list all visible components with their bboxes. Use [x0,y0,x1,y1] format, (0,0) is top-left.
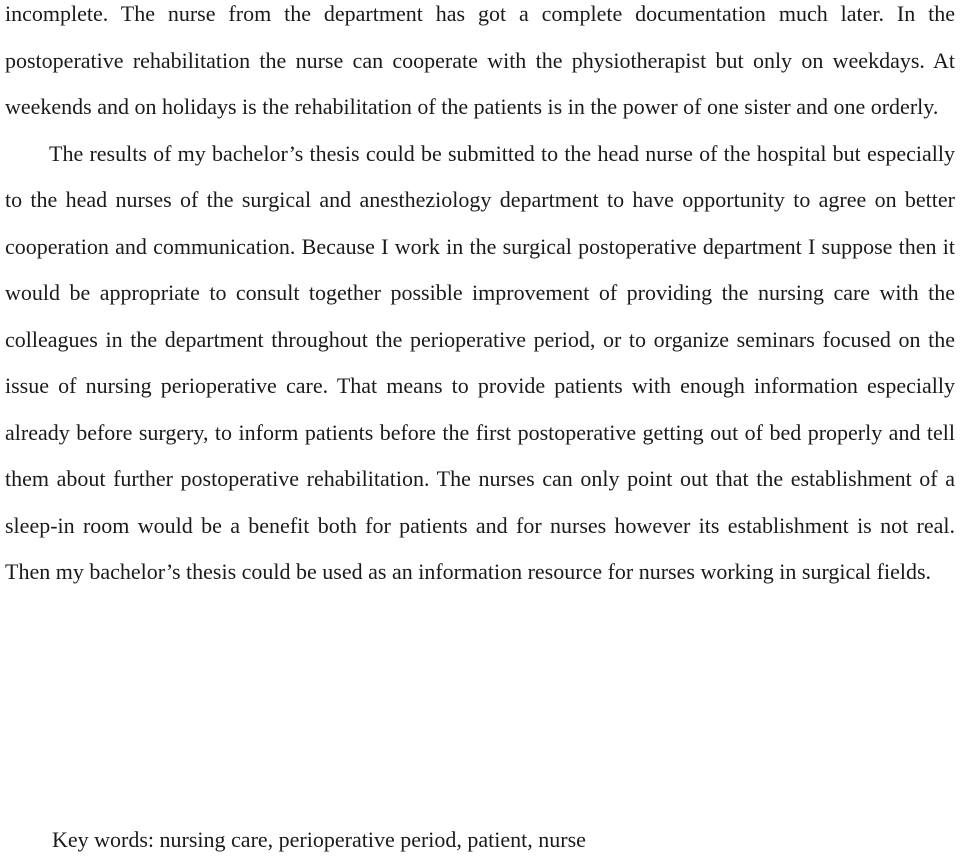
body-text [5,0,955,596]
paragraph-results: The results of my bachelor’s thesis could be submitted to the head nurse of the hospital but especially to the head nurses of the surgical and anestheziology department to have opportunity to agree on better cooperation and communication. Because I work in the surgical postoperative department I suppose then it would be appropriate to consult together possible improvement of providing the nursing care with the colleagues in the department throughout the perioperative period, or to organize seminars focused on the issue of nursing perioperative care. That means to provide patients with enough information especially already before surgery, to inform patients before the first postoperative getting out of bed properly and tell them about further postoperative rehabilitation. The nurses can only point out that the establishment of a sleep-in room would be a benefit both for patients and for nurses however its establishment is not real. Then my bachelor’s thesis could be used as an information resource for nurses working in surgical fields. [5,140,955,584]
keywords-line: Key words: nursing care, perioperative period, patient, nurse [52,827,586,852]
paragraph-continuation: incomplete. The nurse from the department has got a complete documentation much later. In the postoperative rehabilitation the nurse can cooperate with the physiotherapist but only on weekdays. At weekends and on holidays is the rehabilitation of the patients is in the power of one sister and one orderly. [5,1,955,119]
